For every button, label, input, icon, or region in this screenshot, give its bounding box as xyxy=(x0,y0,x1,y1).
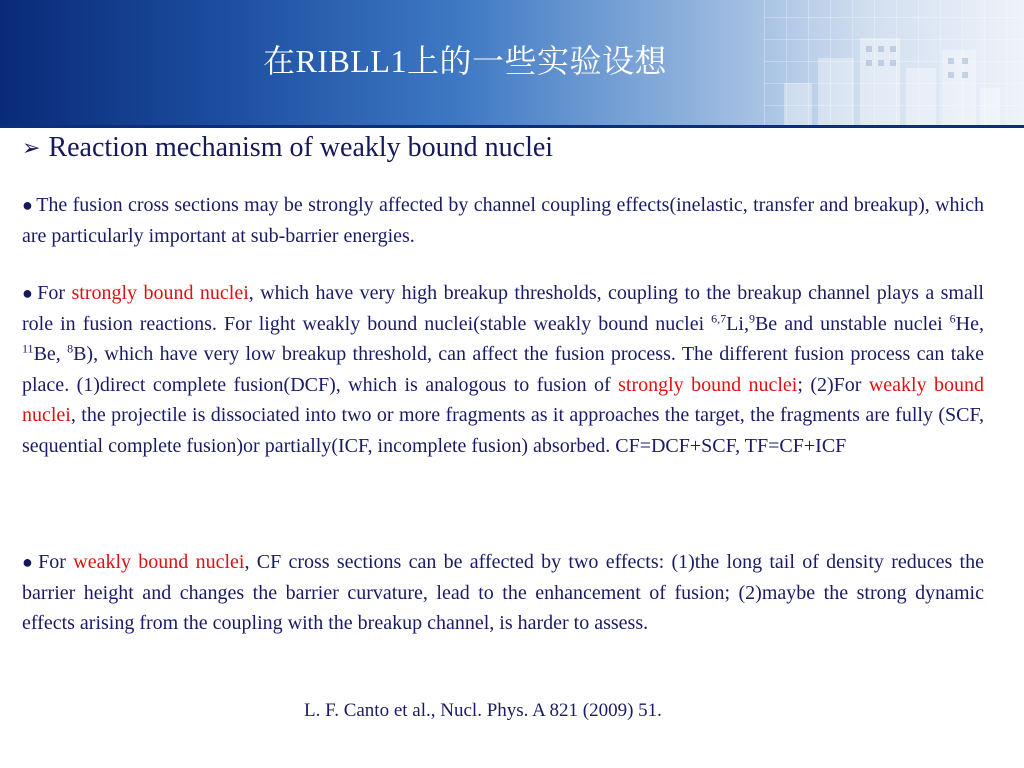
p2-highlight-weakly-bound: weakly bound nuclei xyxy=(22,373,984,426)
p2-superscript: 8 xyxy=(67,341,74,356)
p2-superscript: 6 xyxy=(949,310,956,325)
p2-superscript: 6,7 xyxy=(711,310,727,325)
section-heading-text: Reaction mechanism of weakly bound nuclei xyxy=(48,132,554,163)
slide-title: 在RIBLL1上的一些实验设想 xyxy=(263,43,667,79)
p2-text: For xyxy=(37,282,72,304)
paragraph-3 xyxy=(22,547,984,639)
paragraph-1 xyxy=(22,190,984,251)
dot-bullet-icon: ● xyxy=(22,195,34,215)
p2-highlight-strongly-bound: strongly bound nuclei xyxy=(71,282,249,304)
paragraph-1-text: The fusion cross sections may be strongly affected by channel coupling effects(inelastic, transfer and breakup), which are particularly important at sub-barrier energies. xyxy=(22,194,984,247)
title-banner xyxy=(0,0,1024,128)
citation: L. F. Canto et al., Nucl. Phys. A 821 (2009) 51. xyxy=(304,700,662,721)
paragraph-2 xyxy=(22,278,984,461)
p3-highlight-weakly-bound: weakly bound nuclei xyxy=(73,551,245,573)
p2-superscript: 11 xyxy=(22,341,34,356)
p2-text: He, xyxy=(955,312,984,335)
arrow-bullet-icon: ➢ xyxy=(22,135,41,160)
dot-bullet-icon: ● xyxy=(22,552,36,572)
p2-text: , which have very high breakup thresholds, coupling to the breakup channel plays a small role in fusion reactions. For light weakly bound nuclei(stable weakly bound nuclei xyxy=(22,282,984,335)
p2-superscript: 9 xyxy=(748,310,755,325)
banner-divider xyxy=(0,125,1024,128)
p2-text: ; (2)For xyxy=(797,373,869,396)
p2-text: Be, xyxy=(33,343,68,365)
p2-text: B), which have very low breakup threshold, can affect the fusion process. The different fusion process can take place. (1)direct complete fusion(DCF), which is analogous to fusion of xyxy=(22,343,984,396)
p2-highlight-strongly-bound: strongly bound nuclei xyxy=(618,373,798,396)
p3-text: For xyxy=(38,551,74,573)
dot-bullet-icon: ● xyxy=(22,283,35,303)
p2-text: Li, xyxy=(726,312,749,335)
p2-text: Be and unstable nuclei xyxy=(754,312,950,335)
section-heading xyxy=(22,132,553,164)
p3-text: , CF cross sections can be affected by two effects: (1)the long tail of density reduces the barrier height and changes the barrier curvature, lead to the enhancement of fusion; (2)maybe the strong dynamic effects arising from the coupling with the breakup channel, is harder to assess. xyxy=(22,551,984,634)
p2-text: , the projectile is dissociated into two or more fragments as it approaches the target, the fragments are fully (SCF, sequential complete fusion)or partially(ICF, incomplete fusion) absorbed. CF=DCF+SCF, TF=CF+ICF xyxy=(22,404,984,457)
